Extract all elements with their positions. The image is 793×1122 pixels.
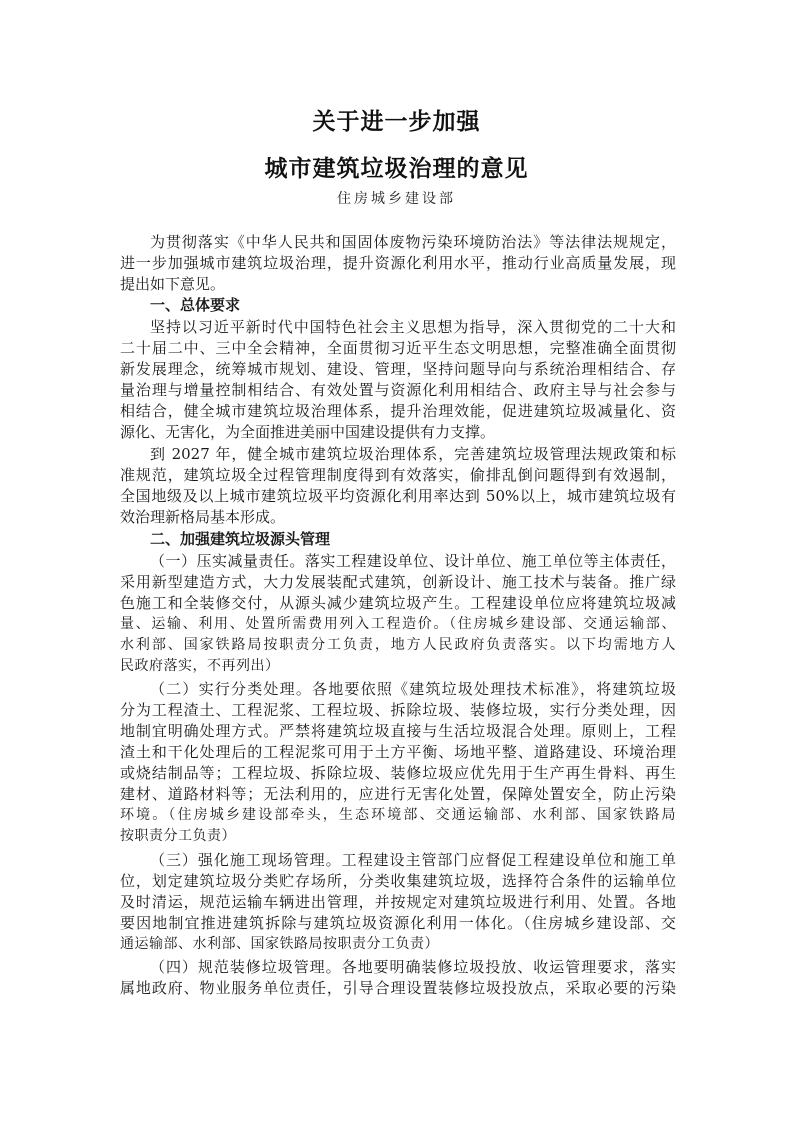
paragraph-line: 效治理新格局基本形成。 (120, 508, 286, 526)
paragraph-line: 地制宜明确处理方式。严禁将建筑垃圾直接与生活垃圾混合处理。原则上，工程 (120, 722, 676, 740)
paragraph-line: 坚持以习近平新时代中国特色社会主义思想为指导，深入贯彻党的二十大和 (150, 318, 676, 336)
paragraph-line: 相结合，健全城市建筑垃圾治理体系，提升治理效能，促进建筑垃圾减量化、资 (120, 402, 676, 420)
paragraph-line: （四）规范装修垃圾管理。各地要明确装修垃圾投放、收运管理要求，落实 (150, 958, 676, 976)
paragraph-line: （三）强化施工现场管理。工程建设主管部门应督促工程建设单位和施工单 (150, 851, 676, 869)
paragraph-line: 准规范，建筑垃圾全过程管理制度得到有效落实，偷排乱倒问题得到有效遏制， (120, 466, 676, 484)
paragraph-line: 进一步加强城市建筑垃圾治理，提升资源化利用水平，推动行业高质量发展，现 (120, 254, 676, 272)
paragraph-line: （二）实行分类处理。各地要依照《建筑垃圾处理技术标准》，将建筑垃圾 (150, 680, 676, 698)
paragraph-line: 色施工和全装修交付，从源头减少建筑垃圾产生。工程建设单位应将建筑垃圾减 (120, 594, 676, 612)
paragraph-line: 源化、无害化，为全面推进美丽中国建设提供有力支撑。 (120, 423, 496, 441)
paragraph-line: 二十届二中、三中全会精神，全面贯彻习近平生态文明思想，完整准确全面贯彻 (120, 339, 676, 357)
paragraph-line: 及时清运，规范运输车辆进出管理，并按规定对建筑垃圾进行利用、处置。各地 (120, 893, 676, 911)
paragraph-line: 全国地级及以上城市建筑垃圾平均资源化利用率达到 50%以上，城市建筑垃圾有 (120, 487, 676, 505)
document-title-line1: 关于进一步加强 (312, 109, 481, 135)
paragraph-line: 水利部、国家铁路局按职责分工负责，地方人民政府负责落实。以下均需地方人 (120, 637, 676, 653)
paragraph-line: 渣土和干化处理后的工程泥浆可用于土方平衡、场地平整、道路建设、环境治理 (120, 743, 676, 761)
paragraph-line: 采用新型建造方式，大力发展装配式建筑，创新设计、施工技术与装备。推广绿 (120, 573, 676, 591)
paragraph-line: 建材、道路材料等；无法利用的，应进行无害化处置，保障处置安全，防止污染 (120, 785, 676, 803)
paragraph-line: 新发展理念，统筹城市规划、建设、管理，坚持问题导向与系统治理相结合、存 (120, 360, 676, 378)
paragraph-line: （一）压实减量责任。落实工程建设单位、设计单位、施工单位等主体责任， (150, 552, 676, 570)
paragraph-line: 按职责分工负责） (120, 828, 236, 844)
paragraph-line: 量治理与增量控制相结合、有效处置与资源化利用相结合、政府主导与社会参与 (120, 381, 676, 399)
paragraph-line: 或烧结制品等；工程垃圾、拆除垃圾、装修垃圾应优先用于生产再生骨料、再生 (120, 764, 676, 782)
paragraph-line: 位，划定建筑垃圾分类贮存场所，分类收集建筑垃圾，选择符合条件的运输单位 (120, 872, 676, 890)
paragraph-line: 为贯彻落实《中华人民共和国固体废物污染环境防治法》等法律法规规定， (150, 233, 676, 251)
paragraph-line: 属地政府、物业服务单位责任，引导合理设置装修垃圾投放点，采取必要的污染 (120, 979, 676, 997)
paragraph-line: 分为工程渣土、工程泥浆、工程垃圾、拆除垃圾、装修垃圾，实行分类处理，因 (120, 701, 676, 719)
paragraph-line: 提出如下意见。 (120, 275, 226, 293)
document-title-line2: 城市建筑垃圾治理的意见 (264, 156, 529, 182)
document-author: 住房城乡建设部 (337, 191, 456, 207)
paragraph-line: 环境。（住房城乡建设部牵头，生态环境部、交通运输部、水利部、国家铁路局 (120, 807, 676, 823)
paragraph-line: 要因地制宜推进建筑拆除与建筑垃圾资源化利用一体化。（住房城乡建设部、交 (120, 914, 676, 932)
paragraph-line: 民政府落实，不再列出） (120, 658, 280, 674)
section-heading: 二、加强建筑垃圾源头管理 (150, 530, 331, 548)
section-heading: 一、总体要求 (150, 296, 241, 314)
paragraph-line: 通运输部、水利部、国家铁路局按职责分工负责） (120, 936, 439, 952)
paragraph-line: 量、运输、利用、处置所需费用列入工程造价。（住房城乡建设部、交通运输部、 (120, 616, 676, 632)
paragraph-line: 到 2027 年，健全城市建筑垃圾治理体系，完善建筑垃圾管理法规政策和标 (150, 445, 676, 463)
